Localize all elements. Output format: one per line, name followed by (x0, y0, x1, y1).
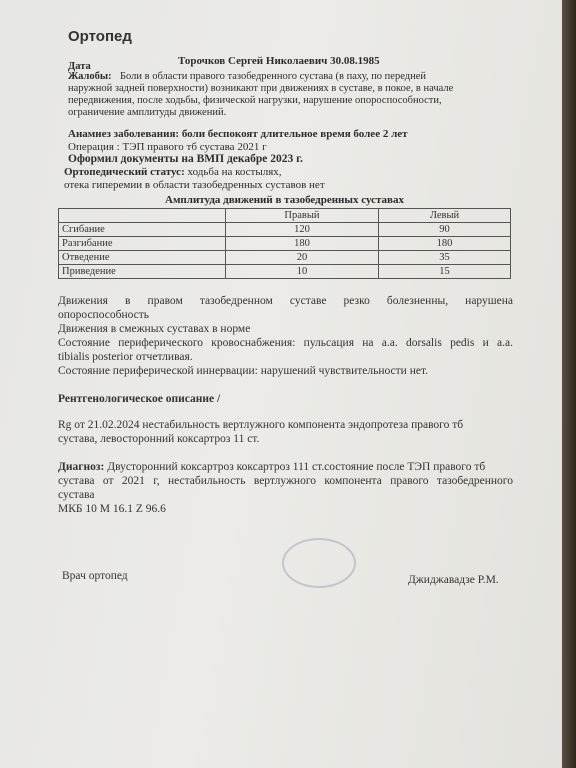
doctor-role: Врач ортопед (62, 570, 128, 582)
table-cell: Приведение (59, 265, 226, 279)
edema-note: отека гиперемии в области тазобедренных суставов нет (64, 179, 325, 191)
operation: Операция : ТЭП правого тб сустава 2021 г (68, 141, 267, 153)
xray-line-2: сустава, левосторонний коксартроз 11 ст. (58, 433, 260, 445)
table-cell: 35 (378, 251, 510, 265)
page-title: Ортопед (68, 28, 132, 45)
range-of-motion-table (58, 208, 511, 279)
table-row (59, 265, 511, 279)
table-cell: 15 (378, 265, 510, 279)
ortho-status-text: ходьба на костылях, (187, 166, 282, 178)
table-title: Амплитуда движений в тазобедренных суставах (165, 194, 404, 206)
table-cell: 180 (226, 237, 379, 251)
table-cell: Разгибание (59, 237, 226, 251)
diagnosis-line-1 (58, 460, 513, 474)
movement-line-2: опороспособность (58, 309, 150, 321)
doctor-name: Джиджавадзе Р.М. (408, 574, 499, 586)
ortho-status (64, 166, 282, 178)
circulation-line-1: Состояние периферического кровоснабжения: пульсация на a.a. dorsalis pedis и a.a. (58, 337, 513, 349)
diagnosis-text: Двусторонний коксартроз коксартроз 111 ст.состояние после ТЭП правого тб (107, 461, 486, 473)
table-cell: 20 (226, 251, 379, 265)
table-header-cell: Правый (226, 209, 379, 223)
innervation: Состояние периферической иннервации: нарушений чувствительности нет. (58, 365, 428, 377)
table-cell: Отведение (59, 251, 226, 265)
complaints-line-1: Боли в области правого тазобедренного сустава (в паху, по передней (120, 71, 426, 82)
table-cell: Сгибание (59, 223, 226, 237)
xray-line-1: Rg от 21.02.2024 нестабильность вертлужного компонента эндопротеза правого тб (58, 419, 464, 431)
table-row (59, 251, 511, 265)
date-label: Дата (68, 61, 91, 72)
complaints-line-3: передвижения, после ходьбы, физической нагрузки, нарушение опороспособности, (68, 95, 442, 106)
patient-name: Торочков Сергей Николаевич 30.08.1985 (178, 55, 380, 67)
xray-label: Рентгенологическое описание / (58, 393, 221, 405)
movement-line-1: Движения в правом тазобедренном суставе резко болезненны, нарушена (58, 295, 513, 307)
stamp-seal (282, 538, 356, 588)
table-header-cell: Левый (378, 209, 510, 223)
complaints-label: Жалобы: (68, 71, 112, 82)
diagnosis-label: Диагноз: (58, 461, 105, 473)
background-edge (562, 0, 576, 768)
anamnesis: Анамнез заболевания: боли беспокоят длительное время более 2 лет (68, 128, 408, 140)
diagnosis-line-2: сустава от 2021 г, нестабильность вертлужного компонента правого тазобедренного (58, 475, 513, 487)
table-cell: 180 (378, 237, 510, 251)
table-cell: 120 (226, 223, 379, 237)
vmp-note: Оформил документы на ВМП декабре 2023 г. (68, 153, 303, 165)
table-header-cell (59, 209, 226, 223)
table-cell: 90 (378, 223, 510, 237)
diagnosis-line-3: сустава (58, 489, 95, 501)
table-header-row (59, 209, 511, 223)
circulation-line-2: tibialis posterior отчетливая. (58, 351, 193, 363)
table-cell: 10 (226, 265, 379, 279)
table-row (59, 223, 511, 237)
table-row (59, 237, 511, 251)
complaints-line-2: наружной задней поверхности) возникают при движениях в суставе, в покое, в начале (68, 83, 454, 94)
ortho-status-label: Ортопедический статус: (64, 166, 185, 178)
icd-code: МКБ 10 М 16.1 Z 96.6 (58, 503, 166, 515)
complaints-line-4: ограничение амплитуды движений. (68, 107, 227, 118)
adjacent-joints: Движения в смежных суставах в норме (58, 323, 251, 335)
